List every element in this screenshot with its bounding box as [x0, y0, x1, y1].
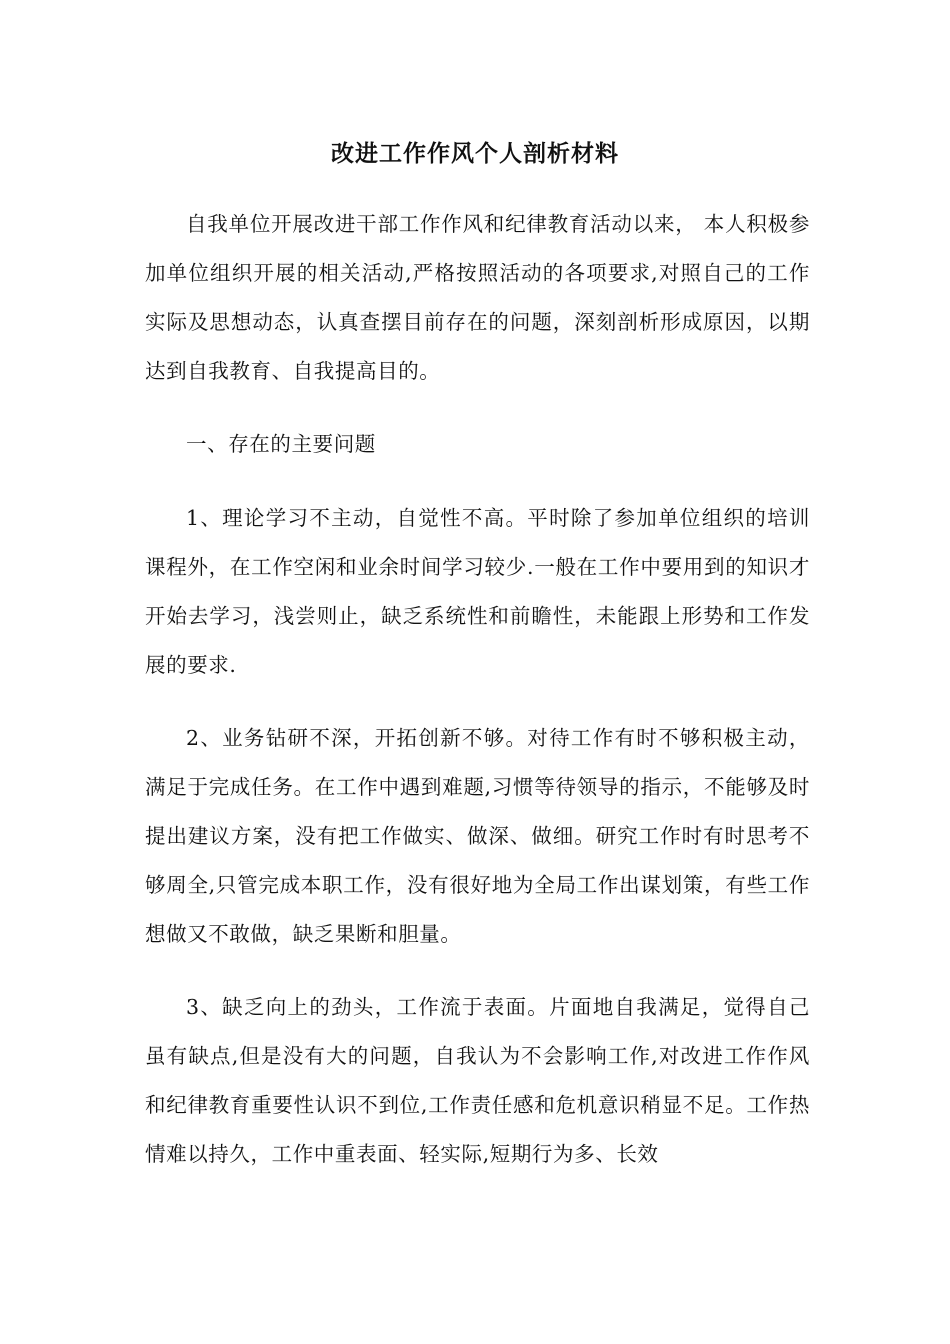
- problem-item-2: 2、业务钻研不深，开拓创新不够。对待工作有时不够积极主动，满足于完成任务。在工作中遇到难题,习惯等待领导的指示，不能够及时提出建议方案，没有把工作做实、做深、做细。研究工作时有时思考不够周全,只管完成本职工作，没有很好地为全局工作出谋划策，有些工作想做又不敢做，缺乏果断和胆量。: [145, 726, 810, 946]
- document-title: 改进工作作风个人剖析材料: [331, 140, 619, 167]
- intro-paragraph: 自我单位开展改进干部工作作风和纪律教育活动以来， 本人积极参加单位组织开展的相关活动,严格按照活动的各项要求,对照自己的工作实际及思想动态，认真查摆目前存在的问题，深刻剖析形成原因，以期达到自我教育、自我提高目的。: [145, 212, 810, 383]
- problem-item-3: 3、缺乏向上的劲头，工作流于表面。片面地自我满足，觉得自己虽有缺点,但是没有大的问题，自我认为不会影响工作,对改进工作作风和纪律教育重要性认识不到位,工作责任感和危机意识稍显不足。工作热情难以持久，工作中重表面、轻实际,短期行为多、长效: [145, 995, 810, 1166]
- problem-item-1: 1、理论学习不主动，自觉性不高。平时除了参加单位组织的培训课程外，在工作空闲和业余时间学习较少.一般在工作中要用到的知识才开始去学习，浅尝则止，缺乏系统性和前瞻性，未能跟上形势和工作发展的要求.: [145, 506, 810, 677]
- section-heading: 一、存在的主要问题: [186, 432, 376, 456]
